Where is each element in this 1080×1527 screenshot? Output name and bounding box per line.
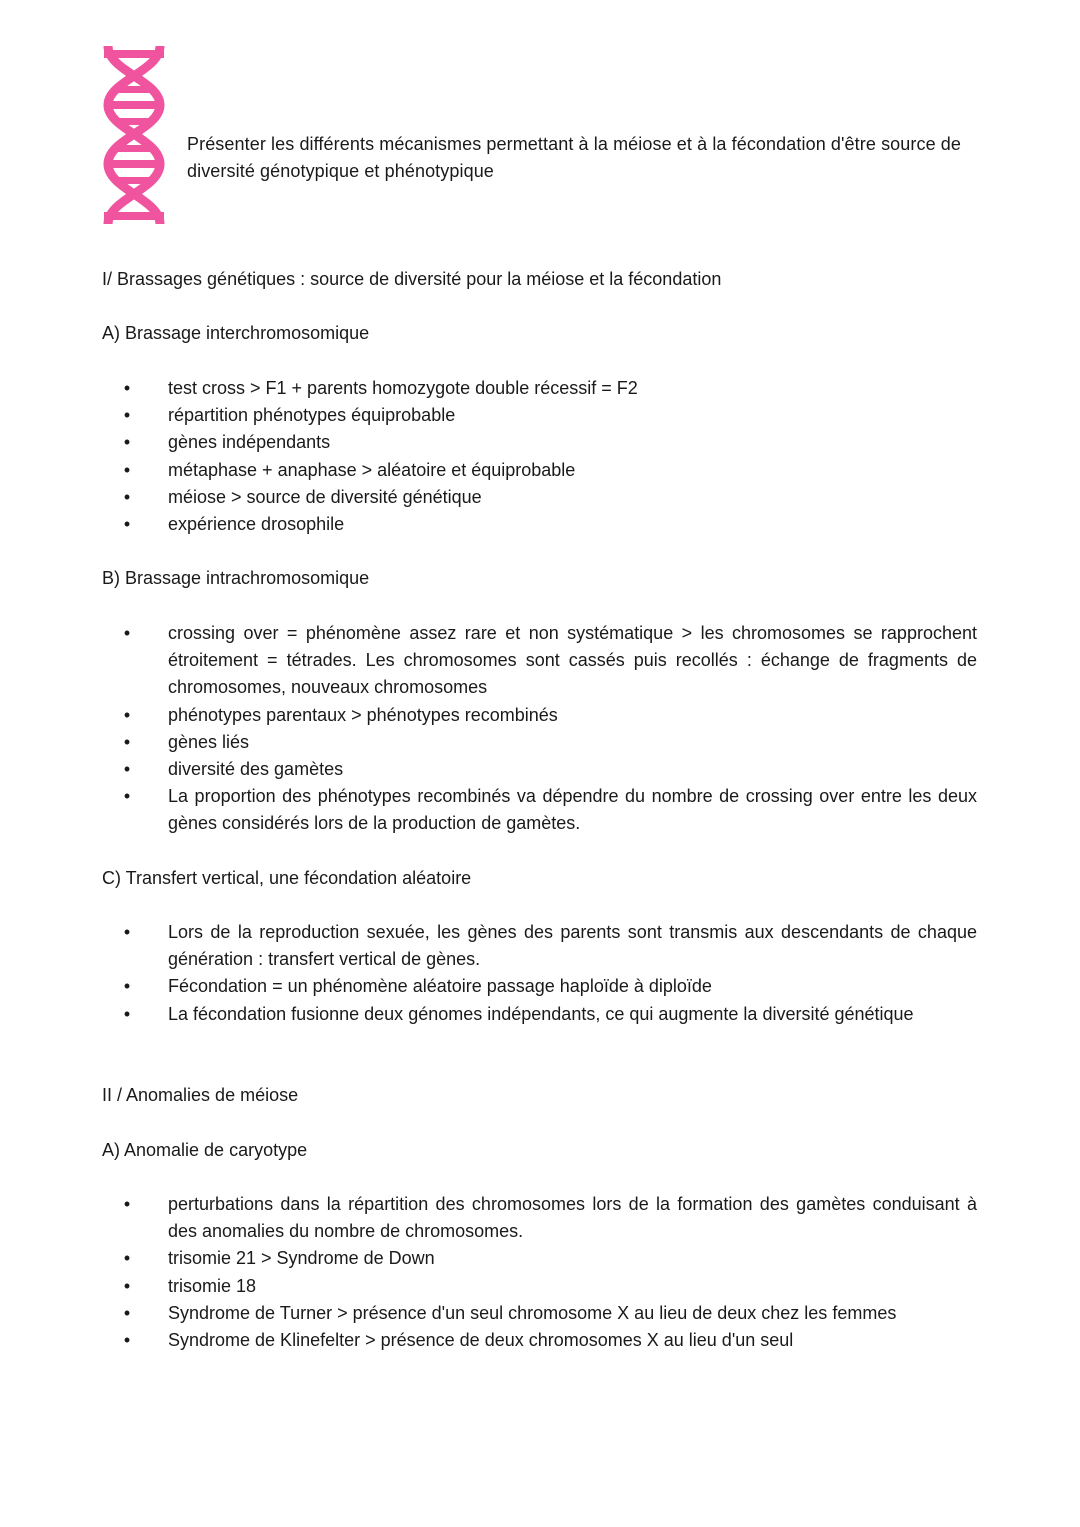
- list-item: • Syndrome de Turner > présence d'un seul chromosome X au lieu de deux chez les femmes: [123, 1302, 897, 1323]
- section-c-title: C) Transfert vertical, une fécondation aléatoire: [102, 868, 472, 888]
- section-a-list: [102, 375, 977, 538]
- list-item: • phénotypes parentaux > phénotypes recombinés: [123, 704, 558, 725]
- list-item: • métaphase + anaphase > aléatoire et équiprobable: [123, 459, 576, 480]
- list-item: • La fécondation fusionne deux génomes indépendants, ce qui augmente la diversité génétique: [123, 1003, 914, 1024]
- dna-helix-icon: [100, 46, 168, 224]
- section-2a-list: [102, 1191, 977, 1354]
- list-item: • gènes liés: [123, 731, 250, 752]
- part-2-title: II / Anomalies de méiose: [102, 1085, 299, 1105]
- list-item: • Lors de la reproduction sexuée, les gènes des parents sont transmis aux descendants de chaque génération : transfert vertical de gènes.: [123, 922, 977, 970]
- list-item: • trisomie 18: [123, 1275, 257, 1296]
- section-2a-title: A) Anomalie de caryotype: [102, 1140, 308, 1160]
- intro-prompt: Présenter les différents mécanismes permettant à la méiose et à la fécondation d'être source de diversité génotypique et phénotypique: [187, 134, 962, 181]
- section-c-list: [102, 919, 977, 1028]
- list-item: • La proportion des phénotypes recombinés va dépendre du nombre de crossing over entre les deux gènes considérés lors de la production de gamètes.: [123, 786, 977, 834]
- list-item: • Fécondation = un phénomène aléatoire passage haploïde à diploïde: [123, 976, 712, 997]
- list-item: • gènes indépendants: [123, 432, 331, 453]
- list-item: • crossing over = phénomène assez rare et non systématique > les chromosomes se rapprochent étroitement = tétrades. Les chromosomes sont cassés puis recollés : échange de fragments de chromosomes, nouveaux chromosomes: [123, 623, 977, 698]
- list-item: • test cross > F1 + parents homozygote double récessif = F2: [123, 378, 638, 398]
- section-b-list: [102, 620, 977, 838]
- section-b-title: B) Brassage intrachromosomique: [102, 568, 370, 588]
- list-item: • méiose > source de diversité génétique: [123, 486, 482, 507]
- list-item: • trisomie 21 > Syndrome de Down: [123, 1248, 435, 1269]
- list-item: • répartition phénotypes équiprobable: [123, 405, 456, 426]
- list-item: • perturbations dans la répartition des chromosomes lors de la formation des gamètes conduisant à des anomalies du nombre de chromosomes.: [123, 1194, 977, 1242]
- section-a-title: A) Brassage interchromosomique: [102, 323, 370, 343]
- part-1-title: I/ Brassages génétiques : source de diversité pour la méiose et la fécondation: [102, 269, 722, 289]
- list-item: • Syndrome de Klinefelter > présence de deux chromosomes X au lieu d'un seul: [123, 1330, 794, 1351]
- list-item: • expérience drosophile: [123, 514, 345, 535]
- list-item: • diversité des gamètes: [123, 759, 344, 780]
